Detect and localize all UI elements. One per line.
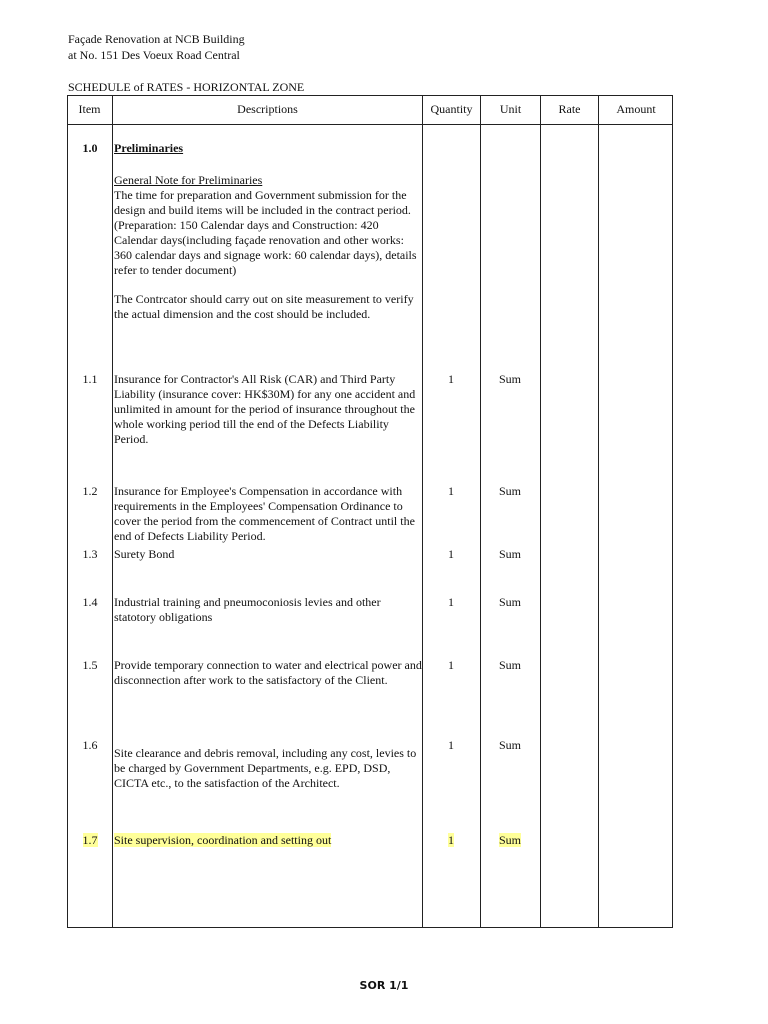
column-header-rate: Rate (558, 102, 581, 116)
row-item-number: 1.3 (82, 547, 98, 561)
column-header-amount: Amount (616, 102, 656, 116)
row-unit: Sum (498, 833, 521, 847)
general-note-text: The time for preparation and Government submission for the design and build items will be included in the contract period.(Preparation: 150 Calendar days and Construction: 420 Calendar days(including façade renovation and other works: 360 calendar days and signage work: 60 calendar days), details refer to tender document) (114, 188, 417, 277)
section-item-number: 1.0 (82, 141, 98, 155)
row-quantity: 1 (448, 547, 454, 561)
row-item-number: 1.7 (82, 833, 98, 847)
row-unit: Sum (498, 595, 521, 609)
row-description: Surety Bond (114, 547, 175, 561)
row-quantity: 1 (448, 658, 454, 672)
row-quantity: 1 (448, 833, 454, 847)
column-header-unit: Unit (499, 102, 522, 116)
general-note (114, 173, 424, 278)
row-unit: Sum (498, 658, 521, 672)
general-note-heading: General Note for Preliminaries (114, 173, 263, 187)
row-description: Provide temporary connection to water and electrical power and disconnection after work to the satisfactory of the Client. (114, 658, 422, 687)
column-divider (598, 95, 599, 928)
project-address: at No. 151 Des Voeux Road Central (68, 48, 240, 62)
row-item-number: 1.5 (82, 658, 98, 672)
row-item-number: 1.1 (82, 372, 98, 386)
project-title: Façade Renovation at NCB Building (68, 32, 245, 46)
row-description: Insurance for Contractor's All Risk (CAR) and Third Party Liability (insurance cover: HK$30M) for any one accident and unlimited in amount for the period of insurance throughout the whole working period till the end of the Defects Liability Period. (114, 372, 416, 446)
row-description: Industrial training and pneumoconiosis levies and other statotory obligations (114, 595, 381, 624)
row-item-number: 1.2 (82, 484, 98, 498)
row-description: Insurance for Employee's Compensation in accordance with requirements in the Employees' Compensation Ordinance to cover the period from the commencement of Contract until the end of Defects Liability Period. (114, 484, 415, 543)
column-header-quantity: Quantity (430, 102, 473, 116)
row-description: Site supervision, coordination and setting out (114, 833, 332, 847)
header-divider (67, 124, 673, 125)
schedule-title: SCHEDULE of RATES - HORIZONTAL ZONE (68, 80, 305, 94)
column-header-descriptions: Descriptions (237, 102, 298, 116)
row-description: Site clearance and debris removal, including any cost, levies to be charged by Government Departments, e.g. EPD, DSD, CICTA etc., to the satisfaction of the Architect. (114, 746, 417, 790)
column-divider (480, 95, 481, 928)
section-title: Preliminaries (114, 141, 184, 155)
page-label: SOR 1/1 (359, 979, 409, 992)
column-divider (540, 95, 541, 928)
row-quantity: 1 (448, 738, 454, 752)
row-quantity: 1 (448, 595, 454, 609)
measurement-note: The Contrcator should carry out on site measurement to verify the actual dimension and the cost should be included. (114, 292, 414, 321)
row-quantity: 1 (448, 372, 454, 386)
row-unit: Sum (498, 372, 521, 386)
row-unit: Sum (498, 484, 521, 498)
row-item-number: 1.6 (82, 738, 98, 752)
row-unit: Sum (498, 547, 521, 561)
column-header-item: Item (78, 102, 101, 116)
row-item-number: 1.4 (82, 595, 98, 609)
column-divider (112, 95, 113, 928)
row-quantity: 1 (448, 484, 454, 498)
row-unit: Sum (498, 738, 521, 752)
